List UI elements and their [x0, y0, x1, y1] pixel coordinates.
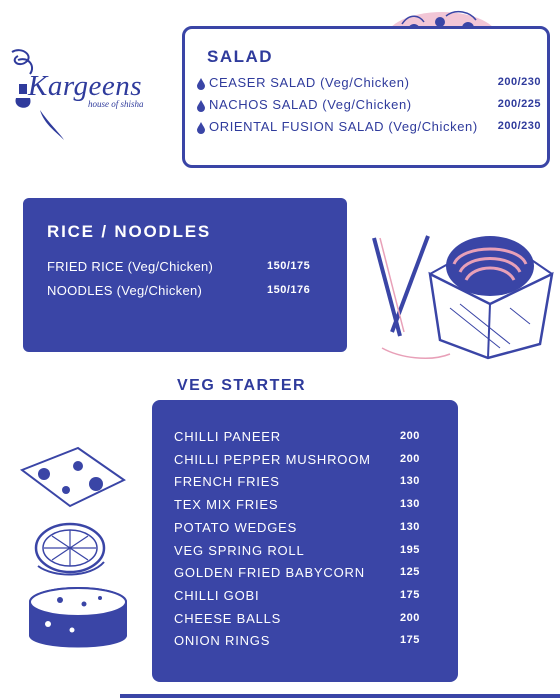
- menu-item-price: 200: [400, 452, 420, 465]
- brand-tagline: house of shisha: [88, 99, 144, 109]
- menu-item-name: CHILLI GOBI: [174, 587, 260, 603]
- menu-item-name: CHILLI PANEER: [174, 429, 281, 444]
- menu-item: [174, 588, 444, 608]
- menu-item-price: 200/230: [497, 120, 541, 132]
- menu-item: [174, 611, 444, 631]
- menu-item: [174, 543, 444, 563]
- menu-item-price: 130: [400, 520, 420, 533]
- menu-item: [47, 283, 337, 303]
- menu-item-price: 130: [400, 475, 420, 488]
- menu-item-price: 200: [400, 430, 420, 442]
- rice-noodles-title: RICE / NOODLES: [47, 222, 212, 241]
- menu-item-price: 200/225: [497, 98, 541, 110]
- menu-item-name: NACHOS SALAD (Veg/Chicken): [209, 97, 412, 112]
- menu-item-price: 130: [400, 498, 420, 511]
- snack-illustration-icon: [14, 444, 140, 656]
- menu-item-name: ORIENTAL FUSION SALAD (Veg/Chicken): [209, 119, 478, 134]
- noodle-box-icon: [370, 208, 558, 364]
- menu-item-name: FRIED RICE (Veg/Chicken): [47, 259, 214, 274]
- menu-item-price: 150/175: [267, 260, 311, 272]
- menu-item: [174, 520, 444, 540]
- menu-item: [174, 429, 444, 449]
- water-drop-icon: [197, 122, 205, 134]
- menu-item: [197, 119, 545, 139]
- brand-logo: [4, 40, 164, 145]
- veg-starter-title: VEG STARTER: [177, 377, 307, 394]
- menu-item-name: GOLDEN FRIED BABYCORN: [174, 565, 365, 581]
- menu-item-name: POTATO WEDGES: [174, 519, 298, 535]
- rice-noodles-section: [23, 198, 347, 352]
- menu-item-price: 125: [400, 566, 420, 579]
- menu-item-name: NOODLES (Veg/Chicken): [47, 283, 203, 298]
- menu-item-name: CEASER SALAD (Veg/Chicken): [209, 75, 410, 90]
- menu-item-price: 175: [400, 634, 420, 647]
- bottom-divider: [120, 694, 560, 698]
- menu-item-price: 200/230: [497, 76, 541, 88]
- water-drop-icon: [197, 78, 205, 90]
- water-drop-icon: [197, 100, 205, 112]
- menu-item: [174, 497, 444, 517]
- salad-section: [182, 26, 550, 168]
- menu-item-price: 200: [400, 611, 420, 624]
- menu-item-name: TEX MIX FRIES: [174, 497, 279, 513]
- menu-item: [197, 75, 545, 95]
- menu-item-price: 175: [400, 588, 420, 601]
- menu-item: [197, 97, 545, 117]
- brand-name: Kargeens: [28, 70, 143, 102]
- menu-item: [174, 633, 444, 653]
- menu-item-price: 195: [400, 543, 420, 556]
- menu-item-name: ONION RINGS: [174, 633, 271, 649]
- salad-title: SALAD: [207, 47, 274, 66]
- menu-item-price: 150/176: [267, 284, 311, 296]
- menu-item: [174, 452, 444, 472]
- menu-item: [47, 259, 337, 279]
- veg-starter-section: [152, 400, 458, 682]
- menu-item-name: CHEESE BALLS: [174, 610, 282, 626]
- menu-item: [174, 565, 444, 585]
- menu-item: [174, 474, 444, 494]
- menu-item-name: FRENCH FRIES: [174, 474, 280, 490]
- menu-item-name: VEG SPRING ROLL: [174, 542, 305, 558]
- menu-item-name: CHILLI PEPPER MUSHROOM: [174, 451, 371, 467]
